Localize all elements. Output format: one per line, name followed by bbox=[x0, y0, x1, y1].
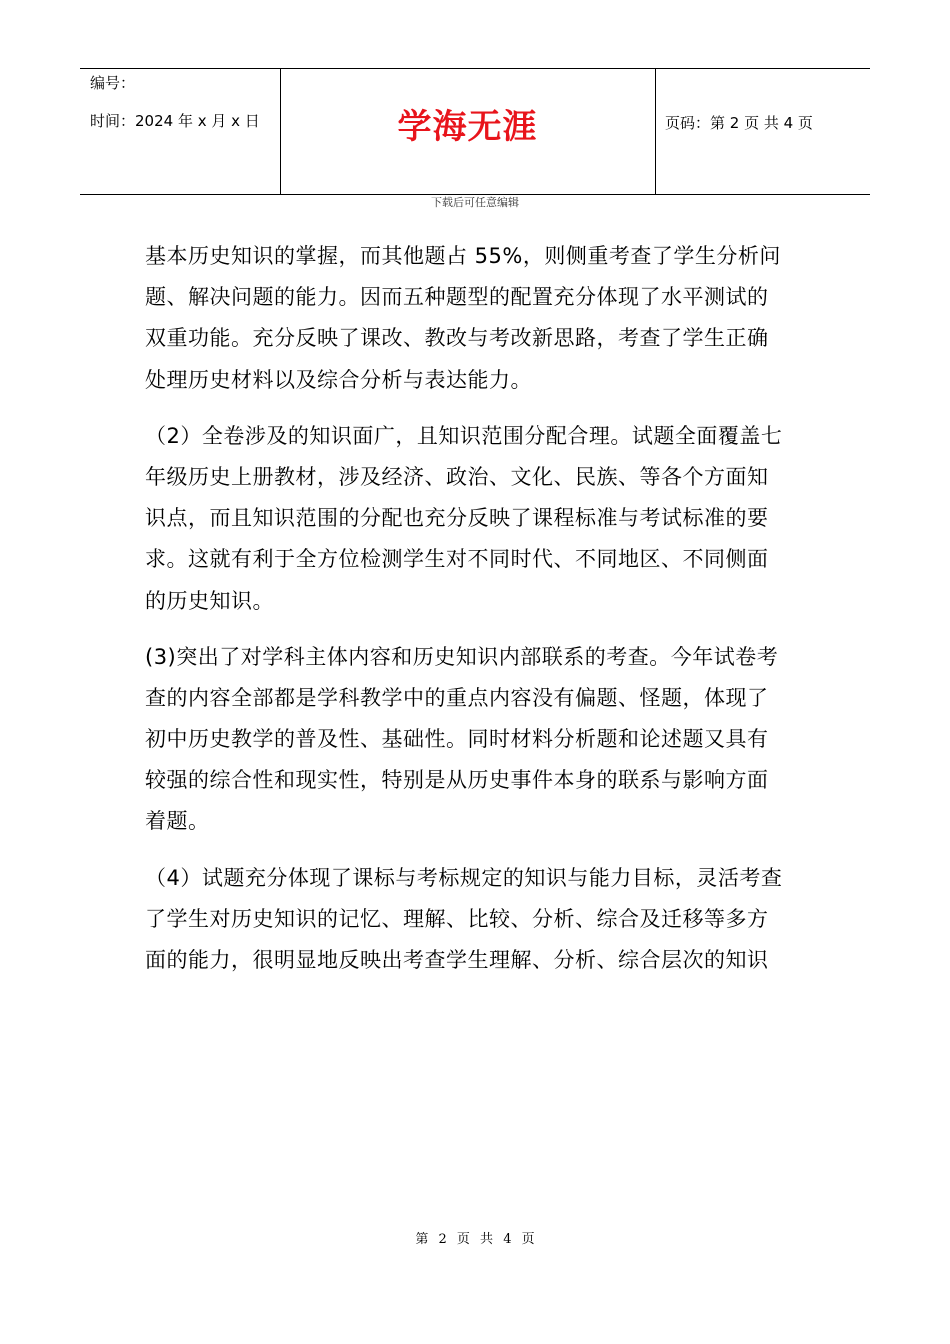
text-line: (3)突出了对学科主体内容和历史知识内部联系的考查。今年试卷考 bbox=[145, 644, 779, 669]
text-line: 基本历史知识的掌握，而其他题占 55%，则侧重考查了学生分析问 bbox=[145, 244, 781, 268]
text-line: 初中历史教学的普及性、基础性。同时材料分析题和论述题又具有 bbox=[145, 727, 769, 752]
paragraph bbox=[145, 236, 807, 401]
text-line: 了学生对历史知识的记忆、理解、比较、分析、综合及迁移等多方 bbox=[145, 906, 769, 931]
header-table bbox=[80, 68, 870, 195]
text-line: 的历史知识。 bbox=[145, 588, 274, 613]
text-line: 题、解决问题的能力。因而五种题型的配置充分体现了水平测试的 bbox=[145, 285, 769, 310]
header-meta bbox=[90, 73, 260, 130]
text-line: 年级历史上册教材，涉及经济、政治、文化、民族、等各个方面知 bbox=[145, 464, 769, 489]
body-text bbox=[145, 236, 807, 981]
paragraph bbox=[145, 858, 807, 982]
text-line: 面的能力，很明显地反映出考查学生理解、分析、综合层次的知识 bbox=[145, 948, 769, 972]
brand-title: 学海无涯 bbox=[397, 107, 538, 147]
text-line: （4）试题充分体现了课标与考标规定的知识与能力目标，灵活考查 bbox=[145, 865, 783, 890]
page-footer: 第 2 页 共 4 页 bbox=[415, 1232, 535, 1247]
text-line: 着题。 bbox=[145, 809, 210, 834]
text-line: 双重功能。充分反映了课改、教改与考改新思路，考查了学生正确 bbox=[145, 326, 769, 351]
editable-note: 下载后可任意编辑 bbox=[431, 196, 519, 209]
text-line: 查的内容全部都是学科教学中的重点内容没有偏题、怪题，体现了 bbox=[145, 685, 769, 710]
time-label: 时间：2024 年 x 月 x 日 bbox=[90, 112, 260, 130]
text-line: 求。这就有利于全方位检测学生对不同时代、不同地区、不同侧面 bbox=[145, 547, 769, 572]
paragraph bbox=[145, 416, 807, 622]
text-line: （2）全卷涉及的知识面广，且知识范围分配合理。试题全面覆盖七 bbox=[145, 423, 783, 448]
text-line: 识点，而且知识范围的分配也充分反映了课程标准与考试标准的要 bbox=[145, 506, 769, 531]
text-line: 处理历史材料以及综合分析与表达能力。 bbox=[145, 367, 532, 392]
number-label: 编号： bbox=[90, 74, 136, 92]
page-code: 页码：第 2 页 共 4 页 bbox=[665, 114, 813, 132]
paragraph bbox=[145, 637, 807, 843]
header-divider bbox=[655, 69, 656, 194]
text-line: 较强的综合性和现实性，特别是从历史事件本身的联系与影响方面 bbox=[145, 768, 769, 793]
